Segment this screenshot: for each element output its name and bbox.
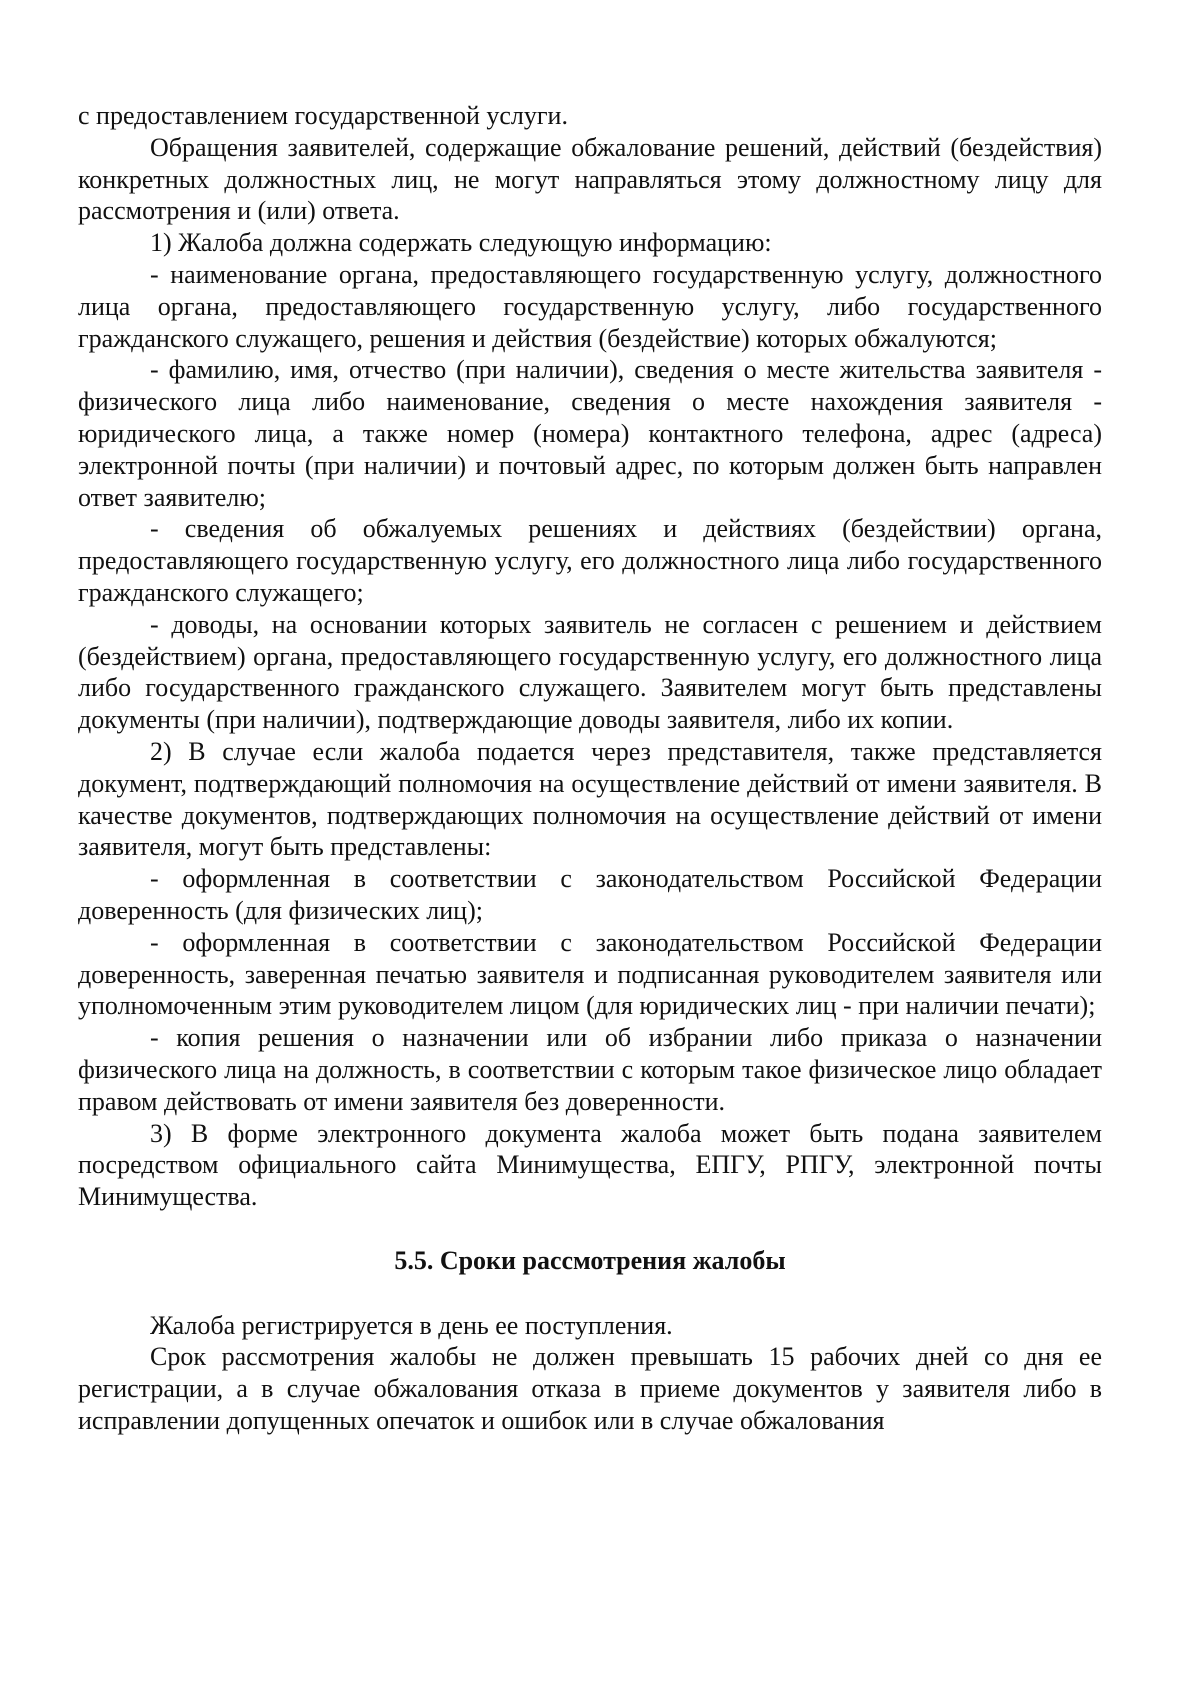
list-item-arguments: - доводы, на основании которых заявитель не согласен с решением и действием (бездействием) органа, предоставляющего государственную услугу, его должностного лица либо государственного гражданского служащего. Заявителем могут быть представлены документы (при наличии), подтверждающие доводы заявителя, либо их копии. xyxy=(78,609,1102,735)
list-item-power-of-attorney-individuals: - оформленная в соответствии с законодательством Российской Федерации доверенность (для физических лиц); xyxy=(78,864,1102,925)
paragraph-continuation: с предоставлением государственной услуги. xyxy=(78,101,568,130)
list-item-applicant-details: - фамилию, имя, отчество (при наличии), сведения о месте жительства заявителя - физического лица либо наименование, сведения о месте нахождения заявителя - юридического лица, а также номер (номера) контактного телефона, адрес (адреса) электронной почты (при наличии) и почтовый адрес, по которым должен быть направлен ответ заявителю; xyxy=(78,355,1102,512)
list-item-power-of-attorney-legal: - оформленная в соответствии с законодательством Российской Федерации доверенность, заверенная печатью заявителя и подписанная руководителем заявителя или уполномоченным этим руководителем лицом (для юридических лиц - при наличии печати); xyxy=(78,927,1102,1021)
paragraph-appeals-restriction: Обращения заявителей, содержащие обжалование решений, действий (бездействия) конкретных должностных лиц, не могут направляться этому должностному лицу для рассмотрения и (или) ответа. xyxy=(78,132,1102,226)
paragraph-registration: Жалоба регистрируется в день ее поступления. xyxy=(150,1310,673,1340)
paragraph-review-term: Срок рассмотрения жалобы не должен превышать 15 рабочих дней со дня ее регистрации, а в случае обжалования отказа в приеме документов у заявителя либо в исправлении допущенных опечаток и ошибок или в случае обжалования xyxy=(78,1342,1102,1436)
list-item-appointment-order: - копия решения о назначении или об избрании либо приказа о назначении физического лица на должность, в соответствии с которым такое физическое лицо обладает правом действовать от имени заявителя без доверенности. xyxy=(78,1023,1102,1116)
list-item-appealed-decisions: - сведения об обжалуемых решениях и действиях (бездействии) органа, предоставляющего государственную услугу, его должностного лица либо государственного гражданского служащего; xyxy=(78,514,1102,607)
paragraph-complaint-contents: 1) Жалоба должна содержать следующую информацию: xyxy=(150,228,772,258)
paragraph-representative: 2) В случае если жалоба подается через представителя, также представляется документ, подтверждающий полномочия на осуществление действий от имени заявителя. В качестве документов, подтверждающих полномочия на осуществление действий от имени заявителя, могут быть представлены: xyxy=(78,736,1102,862)
list-item-authority-name: - наименование органа, предоставляющего государственную услугу, должностного лица органа, предоставляющего государственную услугу, либо государственного гражданского служащего, решения и действия (бездействие) которых обжалуются; xyxy=(78,259,1102,353)
section-heading: 5.5. Сроки рассмотрения жалобы xyxy=(394,1245,786,1275)
paragraph-electronic-form: 3) В форме электронного документа жалоба может быть подана заявителем посредством официального сайта Минимущества, ЕПГУ, РПГУ, электронной почты Минимущества. xyxy=(78,1118,1102,1212)
document-page xyxy=(78,100,1102,1437)
